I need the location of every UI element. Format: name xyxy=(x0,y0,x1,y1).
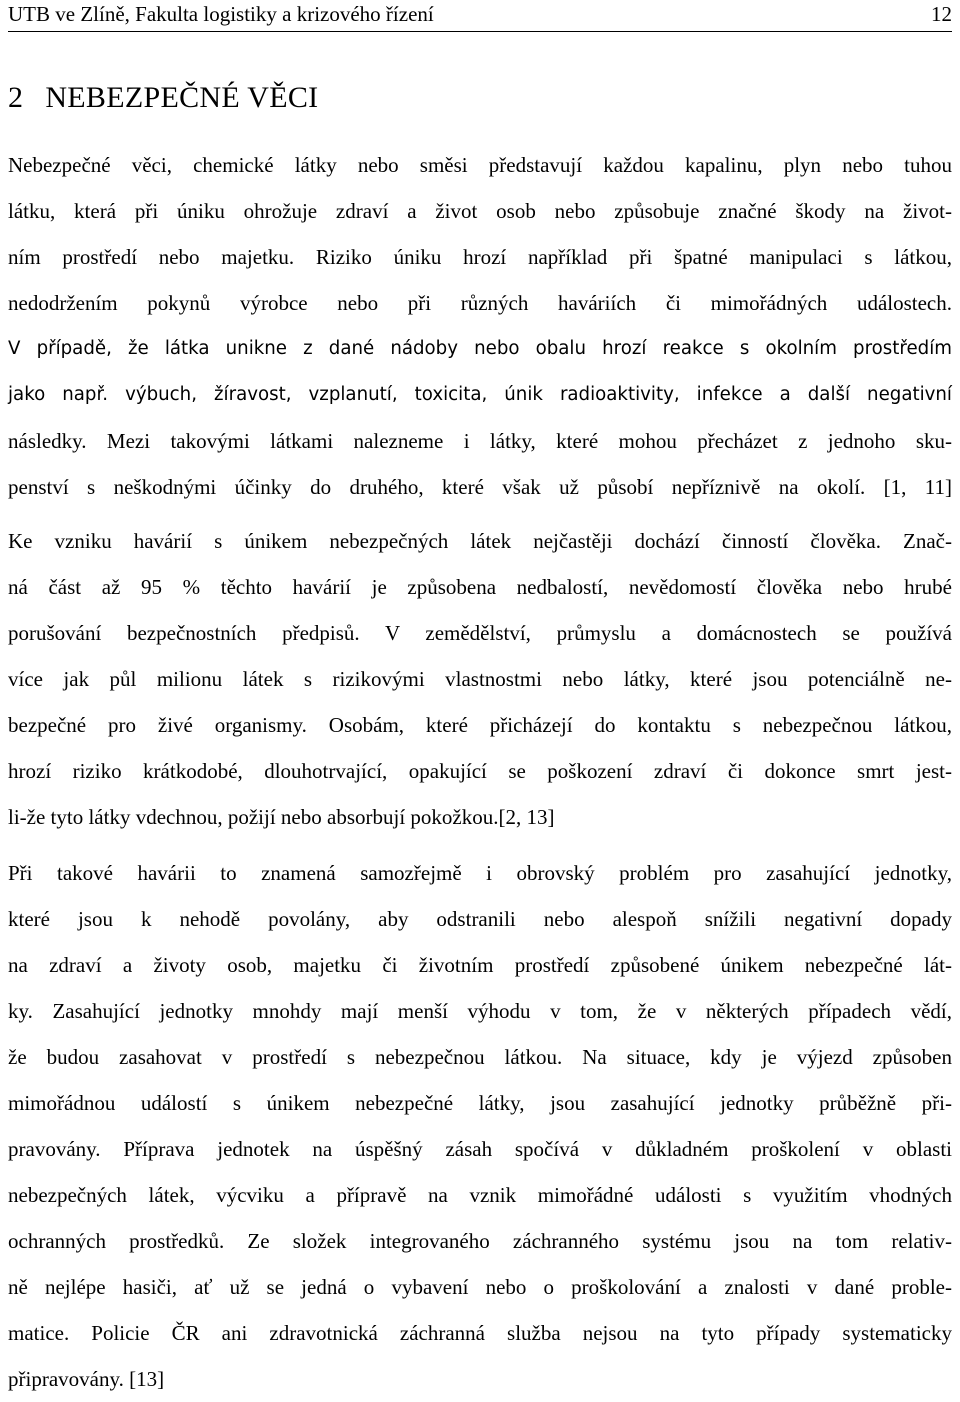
text-line: jako např. výbuch, žíravost, vzplanutí, toxicita, únik radioaktivity, infekce a další negativní xyxy=(8,384,952,405)
running-header xyxy=(8,0,952,32)
text-line: připravovány. [13] xyxy=(8,1367,165,1391)
text-line: bezpečné pro živé organismy. Osobám, které přicházejí do kontaktu s nebezpečnou látkou, xyxy=(8,713,952,737)
chapter-title: NEBEZPEČNÉ VĚCI xyxy=(45,81,319,114)
text-line: nedodržením pokynů výrobce nebo při různých haváriích či mimořádných událostech. xyxy=(8,291,952,315)
paragraph-1 xyxy=(8,142,952,510)
text-line: nebezpečných látek, výcviku a přípravě na vznik mimořádné události s využitím vhodných xyxy=(8,1183,952,1207)
text-line: Při takové havárii to znamená samozřejmě i obrovský problém pro zasahující jednotky, xyxy=(8,861,952,885)
text-line: hrozí riziko krátkodobé, dlouhotrvající, opakující se poškození zdraví či dokonce smrt jest- xyxy=(8,759,952,783)
text-line: ním prostředí nebo majetku. Riziko úniku hrozí například při špatné manipulaci s látkou, xyxy=(8,245,952,269)
text-line: ně nejlépe hasiči, ať už se jedná o vybavení nebo o proškolování a znalosti v dané proble- xyxy=(8,1275,952,1299)
text-line: více jak půl milionu látek s rizikovými vlastnostmi nebo látky, které jsou potenciálně ne- xyxy=(8,667,952,691)
text-line: matice. Policie ČR ani zdravotnická záchranná služba nejsou na tyto případy systematicky xyxy=(8,1321,952,1345)
chapter-heading xyxy=(8,78,318,118)
text-line: následky. Mezi takovými látkami nalezneme i látky, které mohou přecházet z jednoho sku- xyxy=(8,429,952,453)
chapter-number: 2 xyxy=(8,81,24,114)
text-line: ky. Zasahující jednotky mnohdy mají menší výhodu v tom, že v některých případech vědí, xyxy=(8,999,952,1023)
paragraph-2 xyxy=(8,518,952,840)
text-line: penství s neškodnými účinky do druhého, které však už působí nepříznivě na okolí. [1, 11] xyxy=(8,475,952,499)
text-line: ochranných prostředků. Ze složek integrovaného záchranného systému jsou na tom relativ- xyxy=(8,1229,952,1253)
paragraph-3 xyxy=(8,850,952,1402)
text-line: V případě, že látka unikne z dané nádoby nebo obalu hrozí reakce s okolním prostředím xyxy=(8,338,952,359)
text-line: že budou zasahovat v prostředí s nebezpečnou látkou. Na situace, kdy je výjezd způsoben xyxy=(8,1045,952,1069)
text-line: Ke vzniku havárií s únikem nebezpečných látek nejčastěji dochází činností člověka. Znač- xyxy=(8,529,952,553)
text-line: mimořádnou událostí s únikem nebezpečné látky, jsou zasahující jednotky průběžně při- xyxy=(8,1091,952,1115)
text-line: pravovány. Příprava jednotek na úspěšný zásah spočívá v důkladném proškolení v oblasti xyxy=(8,1137,952,1161)
header-title: UTB ve Zlíně, Fakulta logistiky a krizového řízení xyxy=(8,2,434,26)
text-line: na zdraví a životy osob, majetku či životním prostředí způsobené únikem nebezpečné lát- xyxy=(8,953,952,977)
text-line: Nebezpečné věci, chemické látky nebo směsi představují každou kapalinu, plyn nebo tuhou xyxy=(8,153,952,177)
text-line: ná část až 95 % těchto havárií je způsobena nedbalostí, nevědomostí člověka nebo hrubé xyxy=(8,575,952,599)
text-line: porušování bezpečnostních předpisů. V zemědělství, průmyslu a domácnostech se používá xyxy=(8,621,952,645)
text-line: li-že tyto látky vdechnou, požijí nebo absorbují pokožkou.[2, 13] xyxy=(8,805,555,829)
page-number: 12 xyxy=(931,2,952,26)
text-line: které jsou k nehodě povolány, aby odstranili nebo alespoň snížili negativní dopady xyxy=(8,907,952,931)
text-line: látku, která při úniku ohrožuje zdraví a život osob nebo způsobuje značné škody na život- xyxy=(8,199,952,223)
